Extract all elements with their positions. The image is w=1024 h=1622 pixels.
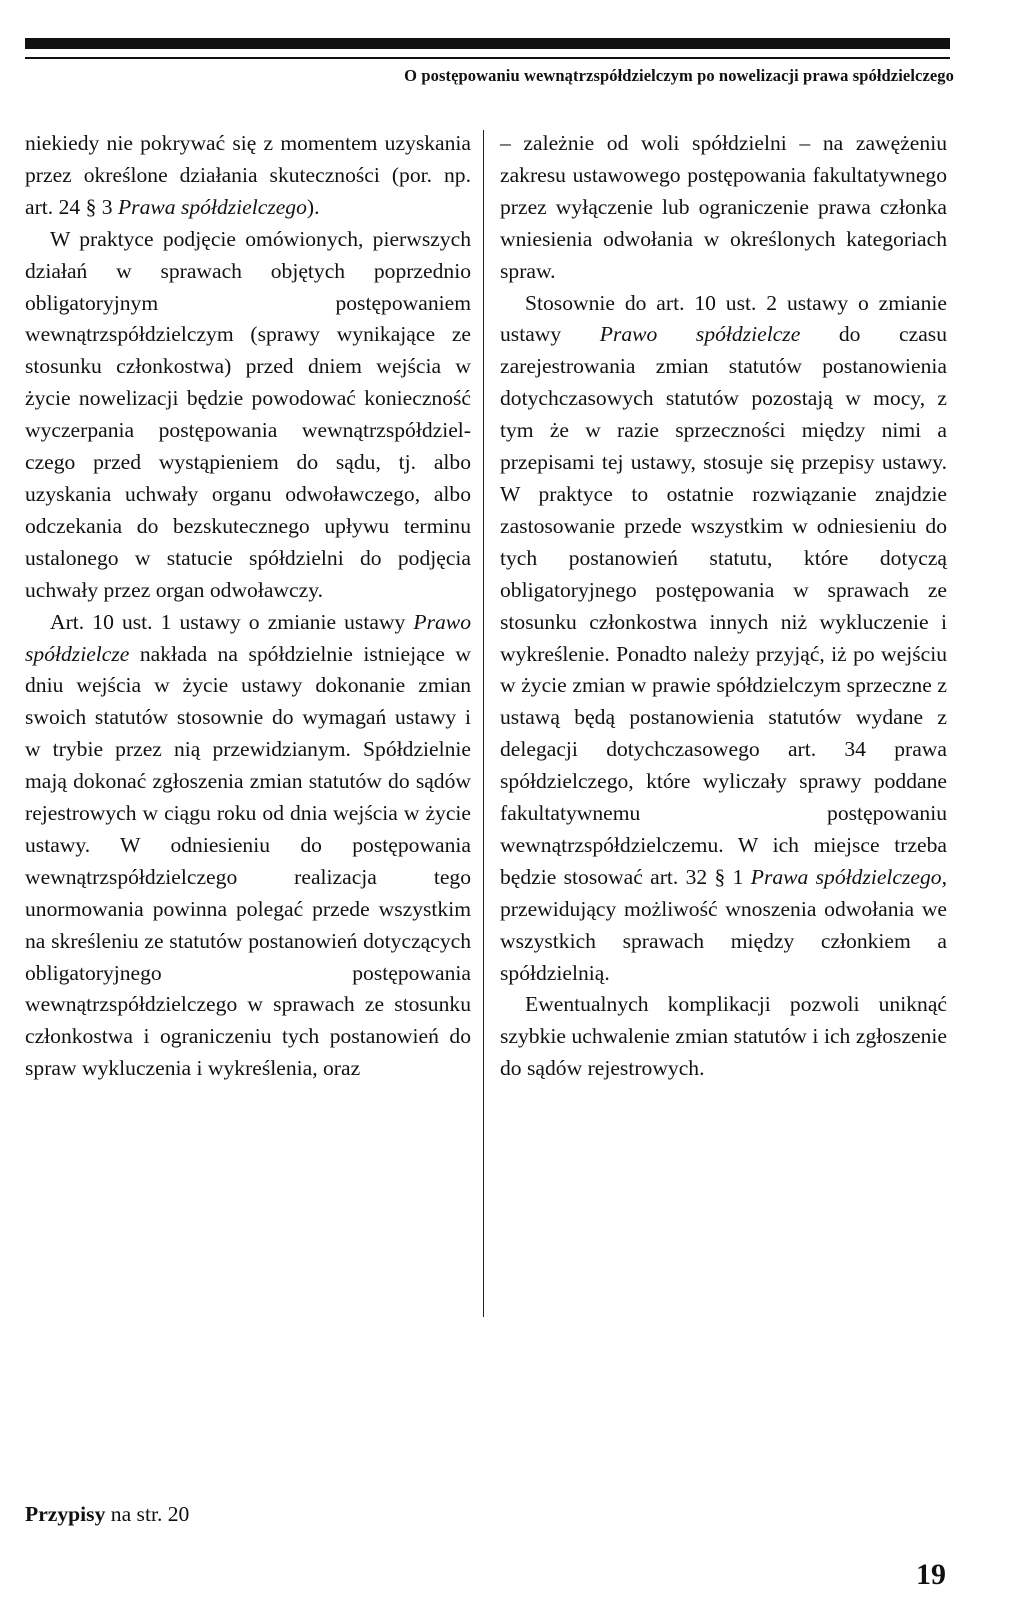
header-rule-thick — [25, 38, 950, 49]
text-run: do czasu zarejestrowania zmian statutów postanowienia dotychczasowych statutów pozostają w mocy, z tym że w razie sprzeczności między nimi a przepisami tej ustawy, stosuje się przepisy ustawy. W praktyce to ostatnie rozwiązanie znajdzie zastosowanie przede wszystkim w odniesieniu do tych postanowień statutu, które dotyczą obligatoryjnego postępowania w sprawach ze stosunku członkostwa innych niż wykluczenie i wykreślenie. Ponadto należy przyjąć, iż po wejściu w życie zmian w prawie spółdzielczym sprzeczne z ustawą będą postanowienia statutów wydane z delegacji dotychczasowego art. 34 prawa spółdzielczego, które wyliczały sprawy poddane fakultatywnemu postępowaniu wewnątrzspółdzielczemu. W ich miejsce trzeba będzie stosować art. 32 § 1 — [500, 322, 948, 889]
paragraph — [25, 607, 471, 1086]
page-number: 19 — [916, 1558, 946, 1591]
italic-run: Prawa spółdzielczego — [117, 194, 307, 219]
text-run: , przewidujący możliwość wnoszenia odwołania we wszystkich sprawach między członkiem a spółdzielnią. — [500, 864, 948, 985]
text-run: Art. 10 ust. 1 ustawy o zmianie ustawy — [50, 609, 414, 634]
footnote-text: na str. 20 — [105, 1502, 190, 1526]
italic-run: Prawo spółdzielcze — [599, 322, 801, 347]
footnote-reference — [25, 1502, 189, 1527]
header-rule-thin — [25, 57, 950, 59]
footnote-label: Przypisy — [25, 1502, 106, 1526]
text-run: Stosownie do art. 10 ust. 2 ustawy o zmianie ustawy — [500, 290, 947, 347]
paragraph — [500, 288, 947, 990]
right-column — [500, 128, 947, 1085]
text-run: ). — [306, 194, 320, 219]
text-run: nakłada na spółdzielnie istniejące w dniu wejścia w życie ustawy dokonanie zmian swoich statutów stosownie do wymagań ustawy i w trybie przez nią przewidzianym. Spółdzielnie mają dokonać zgłoszenia zmian statutów do sądów rejestrowych w ciągu roku od dnia wejścia w życie ustawy. W odniesieniu do postępowania wewnątrzspółdzielczego realizacja tego unormowania powinna polegać przede wszystkim na skreśleniu ze statutów postanowień dotyczących obligatoryjnego postępowania wewnątrzspółdzielczego w sprawach ze stosunku członkostwa i ograniczeniu tych postanowień do spraw wykluczenia i wykreślenia, oraz — [25, 641, 471, 1081]
running-title: O postępowaniu wewnątrzspółdzielczym po nowelizacji prawa spółdzielczego — [404, 66, 954, 85]
italic-run: Prawa spółdzielczego — [750, 864, 942, 889]
text-run: niekiedy nie pokrywać się z momentem uzyskania przez określone działania skuteczności (por. np. art. 24 § 3 — [25, 131, 471, 219]
paragraph: Ewentualnych komplikacji pozwoli uniknąć szybkie uchwalenie zmian statutów i ich zgłoszenie do sądów rejestrowych. — [500, 992, 947, 1081]
left-column — [25, 128, 471, 1085]
paragraph: W praktyce podjęcie omówionych, pierwszych działań w sprawach objętych poprzednio obligatoryjnym postępowaniem wewnątrzspółdzielczym (sprawy wynikające ze stosunku członkostwa) przed dniem wejścia w życie nowelizacji będzie powodować konieczność wyczerpania postępowania wewnątrzspółdzielczego przed wystąpieniem do sądu, tj. albo uzyskania uchwały organu odwoławczego, albo odczekania do bezskutecznego upływu terminu ustalonego w statucie spółdzielni do podjęcia uchwały przez organ odwoławczy. — [25, 226, 471, 602]
column-divider — [483, 130, 484, 1317]
paragraph: – zależnie od woli spółdzielni – na zawężeniu zakresu ustawowego postępowania fakultatywnego przez wyłączenie lub ograniczenie prawa członka wniesienia odwołania w określonych kategoriach spraw. — [500, 131, 947, 283]
italic-run: Prawo spółdzielcze — [25, 609, 471, 666]
paragraph — [25, 128, 471, 224]
